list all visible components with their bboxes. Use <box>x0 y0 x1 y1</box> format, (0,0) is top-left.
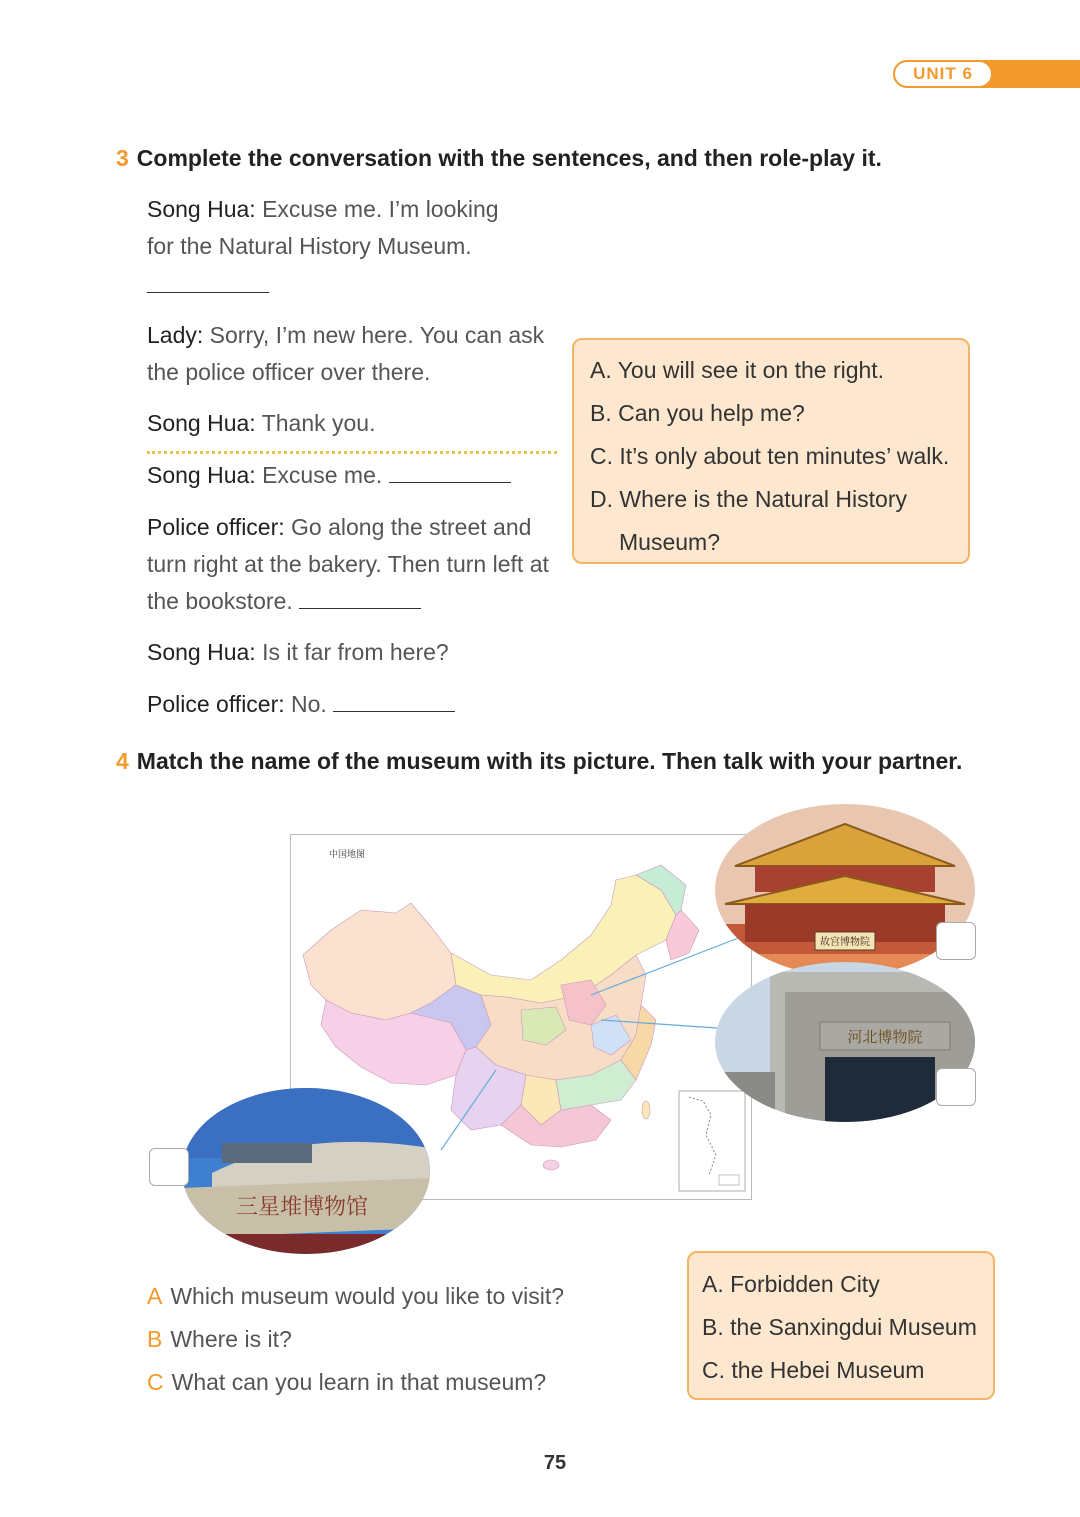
question-letter: B <box>147 1326 163 1352</box>
dialogue-text: the bookstore. <box>147 588 293 614</box>
question-text: What can you learn in that museum? <box>171 1369 547 1395</box>
dialogue-text: Excuse me. <box>262 462 383 488</box>
speaker: Song Hua: <box>147 462 256 488</box>
speaker: Song Hua: <box>147 639 256 665</box>
section-3-number: 3 <box>116 145 129 171</box>
question-text: Where is it? <box>170 1326 292 1352</box>
answer-box-hebei-museum[interactable] <box>936 1068 976 1106</box>
map-title: 中国地图 <box>329 850 366 860</box>
question-b <box>147 1326 292 1353</box>
dialogue-line-7 <box>147 686 455 723</box>
answer-blank-4[interactable] <box>333 691 455 712</box>
sentence-option-a: A. You will see it on the right. <box>590 357 885 383</box>
sanxingdui-museum-photo <box>182 1088 430 1254</box>
museum-option-a: A. Forbidden City <box>702 1271 880 1297</box>
question-c <box>147 1369 546 1396</box>
sentence-option-d-cont: Museum? <box>619 529 720 555</box>
question-text: Which museum would you like to visit? <box>170 1283 565 1309</box>
section-4-heading <box>116 748 962 775</box>
question-letter: C <box>147 1369 164 1395</box>
question-letter: A <box>147 1283 163 1309</box>
dialogue-line-5 <box>147 509 549 620</box>
dialogue-text: Go along the street and <box>291 514 532 540</box>
sentence-options-box <box>572 338 970 564</box>
museum-options-box <box>687 1251 995 1400</box>
dialogue-line-3 <box>147 405 375 442</box>
section-4-number: 4 <box>116 748 129 774</box>
dialogue-line-2 <box>147 317 544 391</box>
speaker: Lady: <box>147 322 204 348</box>
dialogue-text: No. <box>291 691 327 717</box>
dialogue-text: Excuse me. I’m looking <box>262 196 499 222</box>
sanxingdui-sign: 三星堆博物馆 <box>235 1195 369 1220</box>
dotted-divider <box>147 451 557 454</box>
speaker: Song Hua: <box>147 410 256 436</box>
speaker: Police officer: <box>147 514 285 540</box>
answer-box-sanxingdui-museum[interactable] <box>149 1148 189 1186</box>
speaker: Song Hua: <box>147 196 256 222</box>
dialogue-line-1 <box>147 191 499 265</box>
unit-label: UNIT 6 <box>893 60 993 88</box>
dialogue-text: the police officer over there. <box>147 359 431 385</box>
hebei-sign: 河北博物院 <box>847 1028 923 1046</box>
section-3-heading <box>116 145 882 172</box>
dialogue-text: Sorry, I’m new here. You can ask <box>209 322 545 348</box>
sentence-option-c: C. It’s only about ten minutes’ walk. <box>590 443 950 469</box>
section-3-instruction: Complete the conversation with the sentences, and then role-play it. <box>136 145 882 171</box>
palace-sign: 故宫博物院 <box>820 937 870 948</box>
answer-blank-3[interactable] <box>299 588 421 609</box>
dialogue-line-6 <box>147 634 449 671</box>
answer-blank-1[interactable] <box>147 292 269 293</box>
dialogue-text: Is it far from here? <box>262 639 449 665</box>
speaker: Police officer: <box>147 691 285 717</box>
page-number: 75 <box>543 1452 567 1474</box>
dialogue-line-4 <box>147 457 511 494</box>
museum-option-b: B. the Sanxingdui Museum <box>702 1314 977 1340</box>
dialogue-text: turn right at the bakery. Then turn left at <box>147 551 549 577</box>
sentence-option-b: B. Can you help me? <box>590 400 805 426</box>
dialogue-text: Thank you. <box>261 410 376 436</box>
section-4-instruction: Match the name of the museum with its picture. Then talk with your partner. <box>136 748 963 774</box>
answer-box-forbidden-city[interactable] <box>936 922 976 960</box>
answer-blank-2[interactable] <box>389 462 511 483</box>
sanxingdui-drawing <box>182 1088 430 1254</box>
dialogue-text: for the Natural History Museum. <box>147 233 472 259</box>
sentence-option-d: D. Where is the Natural History <box>590 486 907 512</box>
question-a <box>147 1283 564 1310</box>
museum-option-c: C. the Hebei Museum <box>702 1357 925 1383</box>
